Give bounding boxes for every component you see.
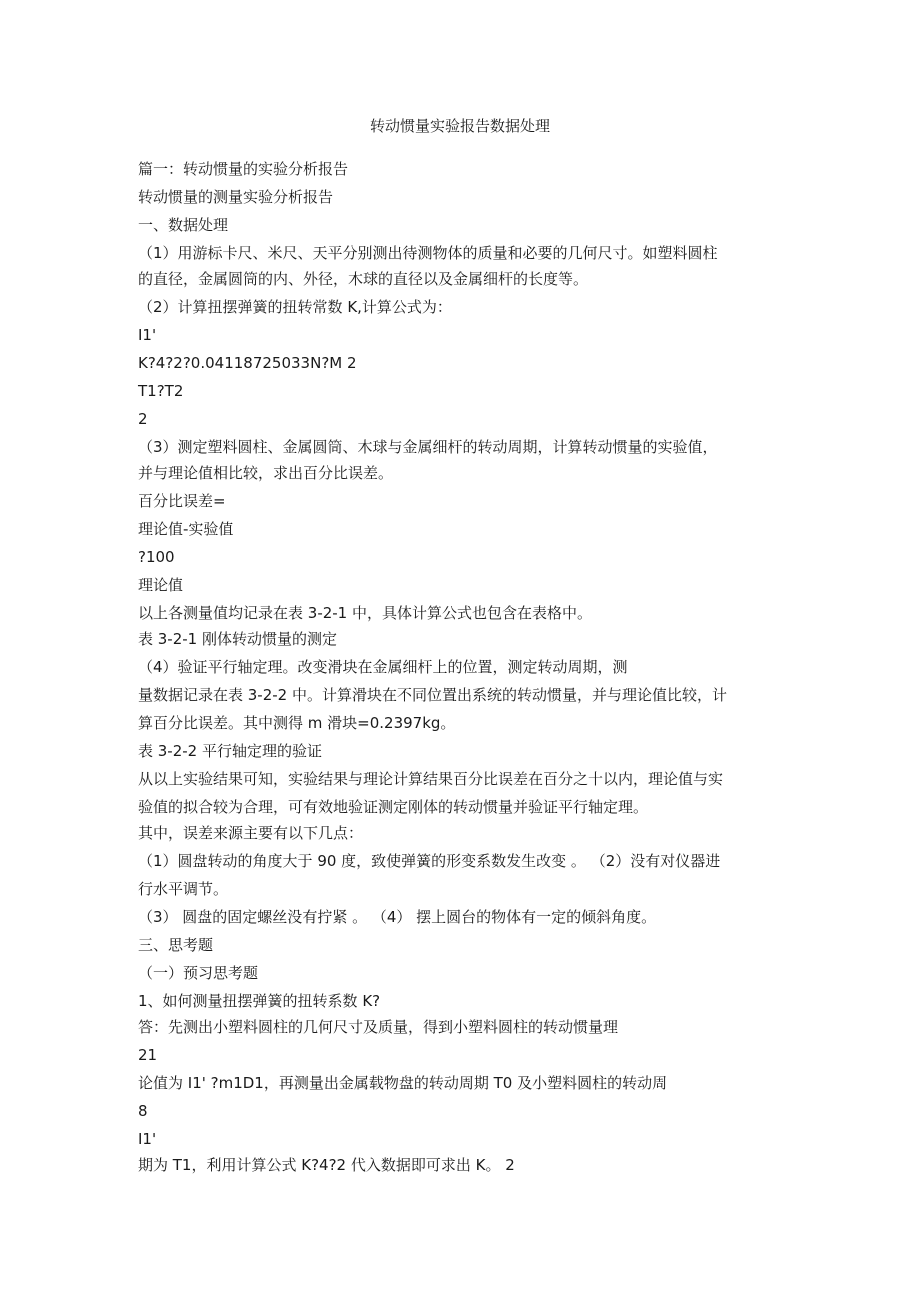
formula-line: 2 (138, 410, 148, 428)
formula-line: ?100 (138, 548, 175, 566)
paragraph-line: 以上各测量值均记录在表 3-2-1 中，具体计算公式也包含在表格中。 (138, 604, 592, 622)
paragraph-line: （3）测定塑料圆柱、金属圆筒、木球与金属细杆的转动周期，计算转动惯量的实验值， (138, 438, 718, 456)
formula-line: T1?T2 (138, 382, 184, 400)
paragraph-line: （1）用游标卡尺、米尺、天平分别测出待测物体的质量和必要的几何尺寸。如塑料圆柱 (138, 244, 718, 262)
formula-line: 百分比误差= (138, 492, 226, 510)
paragraph-line: 量数据记录在表 3-2-2 中。计算滑块在不同位置出系统的转动惯量，并与理论值比较，计 (138, 686, 727, 704)
section-heading: 一、数据处理 (138, 216, 229, 234)
subheading: （一）预习思考题 (138, 964, 259, 982)
formula-line: I1' (138, 1130, 157, 1148)
question-line: 1、如何测量扭摆弹簧的扭转系数 K? (138, 992, 381, 1010)
answer-line: 答：先测出小塑料圆柱的几何尺寸及质量，得到小塑料圆柱的转动惯量理 (138, 1018, 619, 1036)
paragraph-line: 从以上实验结果可知，实验结果与理论计算结果百分比误差在百分之十以内，理论值与实 (138, 770, 724, 788)
paragraph-line: 验值的拟合较为合理，可有效地验证测定刚体的转动惯量并验证平行轴定理。 (138, 798, 649, 816)
answer-line: 期为 T1，利用计算公式 K?4?2 代入数据即可求出 K。 2 (138, 1156, 515, 1174)
paragraph-line: 的直径，金属圆筒的内、外径，木球的直径以及金属细杆的长度等。 (138, 270, 589, 288)
paragraph-line: 行水平调节。 (138, 880, 229, 898)
paragraph-line: 其中，误差来源主要有以下几点： (138, 824, 364, 842)
document-title: 转动惯量实验报告数据处理 (369, 117, 550, 135)
table-caption: 表 3-2-1 刚体转动惯量的测定 (138, 630, 337, 648)
section-heading: 三、思考题 (138, 936, 214, 954)
paragraph-line: （2）计算扭摆弹簧的扭转常数 K,计算公式为： (138, 298, 452, 316)
paragraph-line: （4）验证平行轴定理。改变滑块在金属细杆上的位置，测定转动周期，测 (138, 658, 628, 676)
formula-line: 21 (138, 1046, 158, 1064)
section-heading: 篇一：转动惯量的实验分析报告 (138, 160, 349, 178)
formula-line: 理论值-实验值 (138, 520, 234, 538)
answer-line: 论值为 I1' ?m1D1，再测量出金属载物盘的转动周期 T0 及小塑料圆柱的转动周 (138, 1074, 668, 1092)
paragraph-line: （1）圆盘转动的角度大于 90 度，致使弹簧的形变系数发生改变 。 （2）没有对仪器进 (138, 852, 721, 870)
subheading: 转动惯量的测量实验分析报告 (138, 188, 334, 206)
formula-line: K?4?2?0.04118725033N?M 2 (138, 354, 357, 372)
formula-line: 理论值 (138, 576, 184, 594)
table-caption: 表 3-2-2 平行轴定理的验证 (138, 742, 322, 760)
paragraph-line: （3） 圆盘的固定螺丝没有拧紧 。 （4） 摆上圆台的物体有一定的倾斜角度。 (138, 908, 657, 926)
formula-line: I1' (138, 326, 157, 344)
paragraph-line: 算百分比误差。其中测得 m 滑块=0.2397kg。 (138, 714, 456, 732)
paragraph-line: 并与理论值相比较，求出百分比误差。 (138, 464, 394, 482)
formula-line: 8 (138, 1102, 148, 1120)
